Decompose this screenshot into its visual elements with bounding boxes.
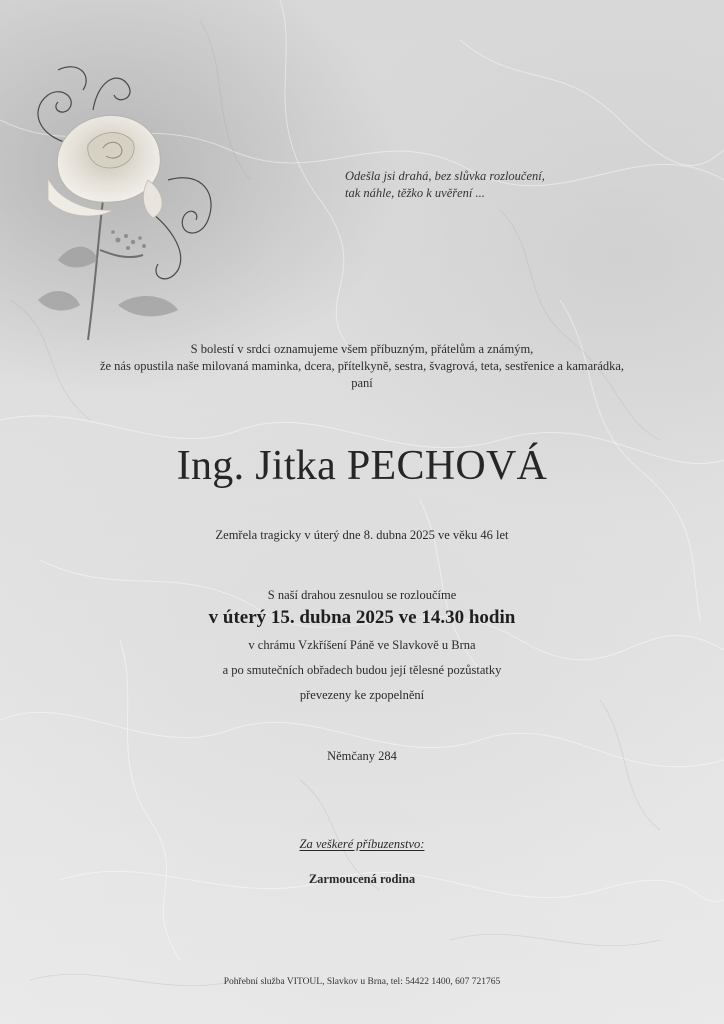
announcement-line: že nás opustila naše milovaná maminka, dcera, přítelkyně, sestra, švagrová, teta, sestřenice a kamarádka, — [99, 359, 625, 373]
farewell-place: v chrámu Vzkříšení Páně ve Slavkově u Brna — [248, 638, 476, 652]
relatives-label-text: Za veškeré příbuzenstvo: — [299, 837, 425, 851]
farewell-details — [20, 633, 704, 708]
farewell-after-line: převezeny ke zpopelnění — [299, 688, 425, 702]
motto-line: tak náhle, těžko k uvěření ... — [345, 186, 485, 200]
family-signature: Zarmoucená rodina — [308, 872, 416, 886]
farewell-datetime: v úterý 15. dubna 2025 ve 14.30 hodin — [208, 607, 516, 628]
farewell-intro: S naší drahou zesnulou se rozloučíme — [267, 588, 457, 602]
farewell-after-line: a po smutečních obřadech budou její tělesné pozůstatky — [222, 663, 502, 677]
funeral-service-footer: Pohřební služba VITOUL, Slavkov u Brna, tel: 54422 1400, 607 721765 — [223, 977, 501, 987]
rose-icon — [18, 50, 238, 350]
address: Němčany 284 — [327, 749, 397, 763]
relatives-label — [20, 836, 704, 853]
motto-verse — [345, 168, 605, 202]
announcement-line: S bolestí v srdci oznamujeme všem příbuzným, přátelům a známým, — [190, 342, 534, 356]
motto-line: Odešla jsi drahá, bez slůvka rozloučení, — [345, 169, 545, 183]
death-notice: Zemřela tragicky v úterý dne 8. dubna 2025 ve věku 46 let — [215, 528, 509, 542]
announcement — [20, 341, 704, 392]
announcement-line: paní — [351, 376, 373, 390]
deceased-name: Ing. Jitka PECHOVÁ — [176, 443, 548, 489]
